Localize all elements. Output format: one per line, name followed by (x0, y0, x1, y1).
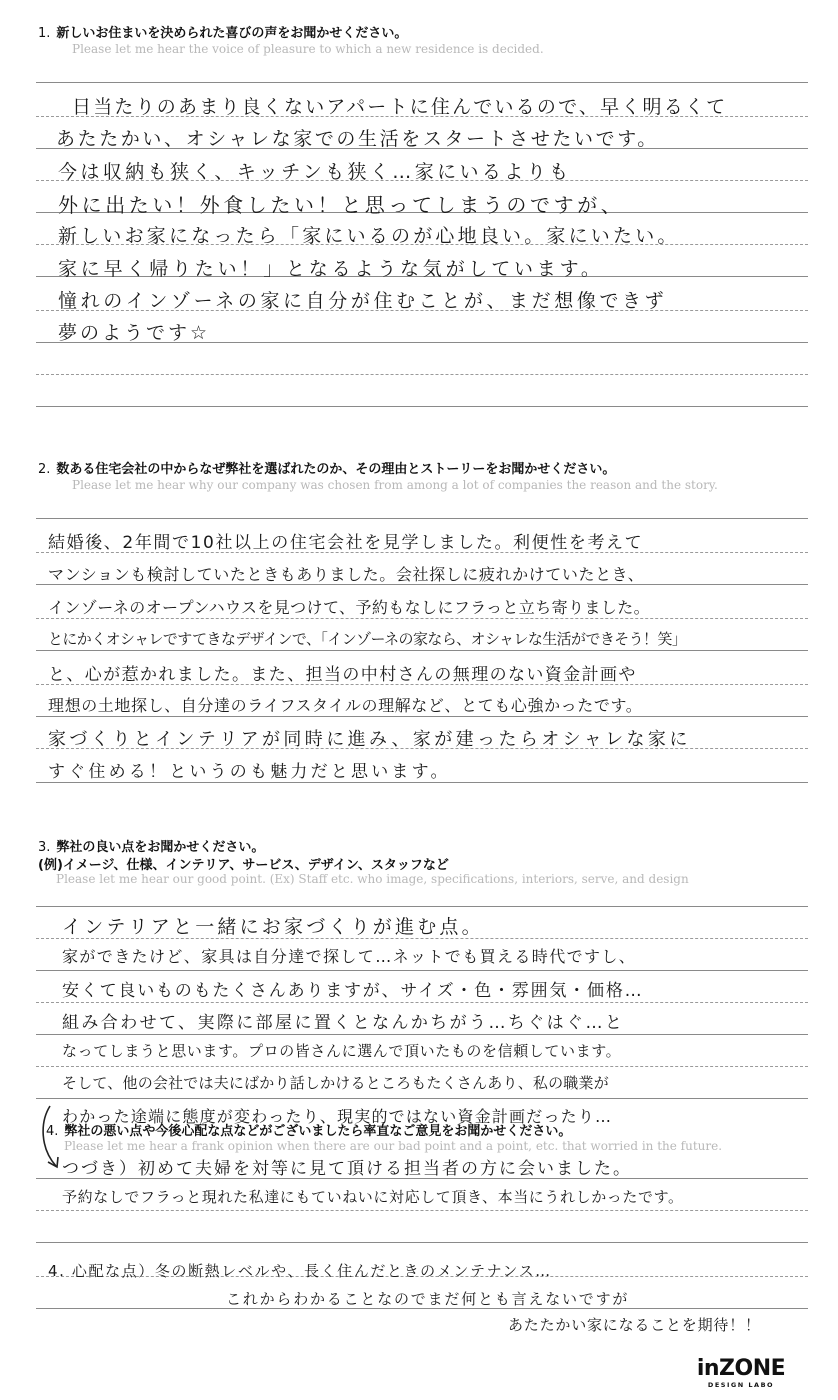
q1-answer-line: 日当たりのあまり良くないアパートに住んでいるので、早く明るくて (72, 96, 728, 118)
ruled-line (36, 518, 808, 519)
q2-title: 数ある住宅会社の中からなぜ弊社を選ばれたのか、その理由とストーリーをお聞かせください。 (56, 462, 616, 477)
ruled-line (36, 1210, 808, 1211)
ruled-line (36, 650, 808, 651)
q1-answer-line: 外に出たい！外食したい！と思ってしまうのですが、 (58, 193, 625, 217)
ruled-line (36, 1098, 808, 1099)
q1-answer-line: 夢のようです☆ (58, 322, 211, 344)
q3-answer-line: インテリアと一緒にお家づくりが進む点。 (62, 916, 484, 938)
ruled-line (36, 716, 808, 717)
q4-concern-line: あたたかい家になることを期待！！ (508, 1316, 761, 1334)
q3-answer-line: なってしまうと思います。プロの皆さんに選んで頂いたものを信頼しています。 (62, 1042, 622, 1060)
q1-answer-line: あたたかい、オシャレな家での生活をスタートさせたいです。 (56, 128, 659, 150)
logo-main-text: inZONE (696, 1356, 786, 1381)
q4-heading (46, 1120, 571, 1139)
q1-title: 新しいお住まいを決められた喜びの声をお聞かせください。 (56, 26, 408, 41)
q2-answer-line: マンションも検討していたときもありました。会社探しに疲れかけていたとき、 (48, 565, 645, 584)
q4-title: 弊社の悪い点や今後心配な点などがございましたら率直なご意見をお聞かせください。 (64, 1124, 572, 1139)
q2-answer-line: 家づくりとインテリアが同時に進み、家が建ったらオシャレな家に (48, 729, 691, 750)
q2-answer-line: と、心が惹かれました。また、担当の中村さんの無理のない資金計画や (48, 665, 637, 685)
q1-heading (38, 22, 407, 41)
q2-answer-line: とにかくオシャレですてきなデザインで、「インゾーネの家なら、オシャレな生活ができそう！笑」 (48, 630, 687, 648)
q4-answer-line: 予約なしでフラっと現れた私達にもていねいに対応して頂き、本当にうれしかったです。 (62, 1188, 684, 1206)
q4-subtitle-en: Please let me hear a frank opinion when there are our bad point and a point, etc. that worried in the future. (64, 1139, 723, 1153)
ruled-line (36, 1034, 808, 1035)
q2-subtitle-en: Please let me hear why our company was chosen from among a lot of companies the reason and the story. (72, 478, 718, 492)
q3-title: 弊社の良い点をお聞かせください。 (56, 840, 265, 855)
q3-answer-line: 安くて良いものもたくさんありますが、サイズ・色・雰囲気・価格… (62, 981, 644, 1001)
q1-answer-line: 新しいお家になったら「家にいるのが心地良い。家にいたい。 (58, 225, 680, 247)
ruled-line (36, 374, 808, 375)
ruled-line (36, 82, 808, 83)
ruled-line (36, 1066, 808, 1067)
q2-number: 2. (38, 462, 51, 477)
q4-concern-line: これからわかることなのでまだ何とも言えないですが (226, 1290, 630, 1308)
ruled-line (36, 906, 808, 907)
q3-answer-line: そして、他の会社では夫にばかり話しかけるところもたくさんあり、私の職業が (62, 1074, 609, 1092)
q3-answer-line: 家ができたけど、家具は自分達で探して…ネットでも買える時代ですし、 (62, 947, 637, 966)
q3-heading (38, 836, 264, 855)
inzone-logo (686, 1358, 796, 1389)
ruled-line (36, 406, 808, 407)
q3-number: 3. (38, 840, 51, 855)
q2-answer-line: 理想の土地探し、自分達のライフスタイルの理解など、とても心強かったです。 (48, 696, 643, 715)
q4-concern-line: 4. 心配な点）冬の断熱レベルや、長く住んだときのメンテナンス… (48, 1262, 552, 1280)
logo-sub-text: DESIGN LABO (707, 1381, 775, 1389)
q3-answer-line: 組み合わせて、実際に部屋に置くとなんかちがう…ちぐはぐ…と (62, 1013, 625, 1033)
q1-answer-line: 憧れのインゾーネの家に自分が住むことが、まだ想像できず (58, 290, 668, 312)
q1-subtitle-en: Please let me hear the voice of pleasure to which a new residence is decided. (72, 42, 544, 56)
q1-answer-line: 家に早く帰りたい！」となるような気がしています。 (58, 258, 604, 280)
q4-answer-line: つづき）初めて夫婦を対等に見て頂ける担当者の方に会いました。 (62, 1159, 632, 1179)
q2-answer-line: 結婚後、2年間で10社以上の住宅会社を見学しました。利便性を考えて (48, 533, 644, 553)
q2-answer-line: インゾーネのオープンハウスを見つけて、予約もなしにフラっと立ち寄りました。 (48, 598, 651, 617)
q2-answer-line: すぐ住める！というのも魅力だと思います。 (48, 762, 451, 782)
ruled-line (36, 782, 808, 783)
q3-answer-line: わかった途端に態度が変わったり、現実的ではない資金計画だったり… (62, 1107, 613, 1126)
ruled-line (36, 1242, 808, 1243)
ruled-line (36, 618, 808, 619)
q1-answer-line: 今は収納も狭く、キッチンも狭く…家にいるよりも (58, 161, 572, 183)
ruled-line (36, 970, 808, 971)
q4-number: 4. (46, 1124, 59, 1139)
q3-subtitle-en: Please let me hear our good point. (Ex) Staff etc. who image, specifications, interiors, serve, and design (56, 872, 689, 886)
ruled-line (36, 1002, 808, 1003)
q1-number: 1. (38, 26, 51, 41)
q3-heading-examples: (例)イメージ、仕様、インテリア、サービス、デザイン、スタッフなど (38, 858, 449, 873)
q2-heading (38, 458, 615, 477)
